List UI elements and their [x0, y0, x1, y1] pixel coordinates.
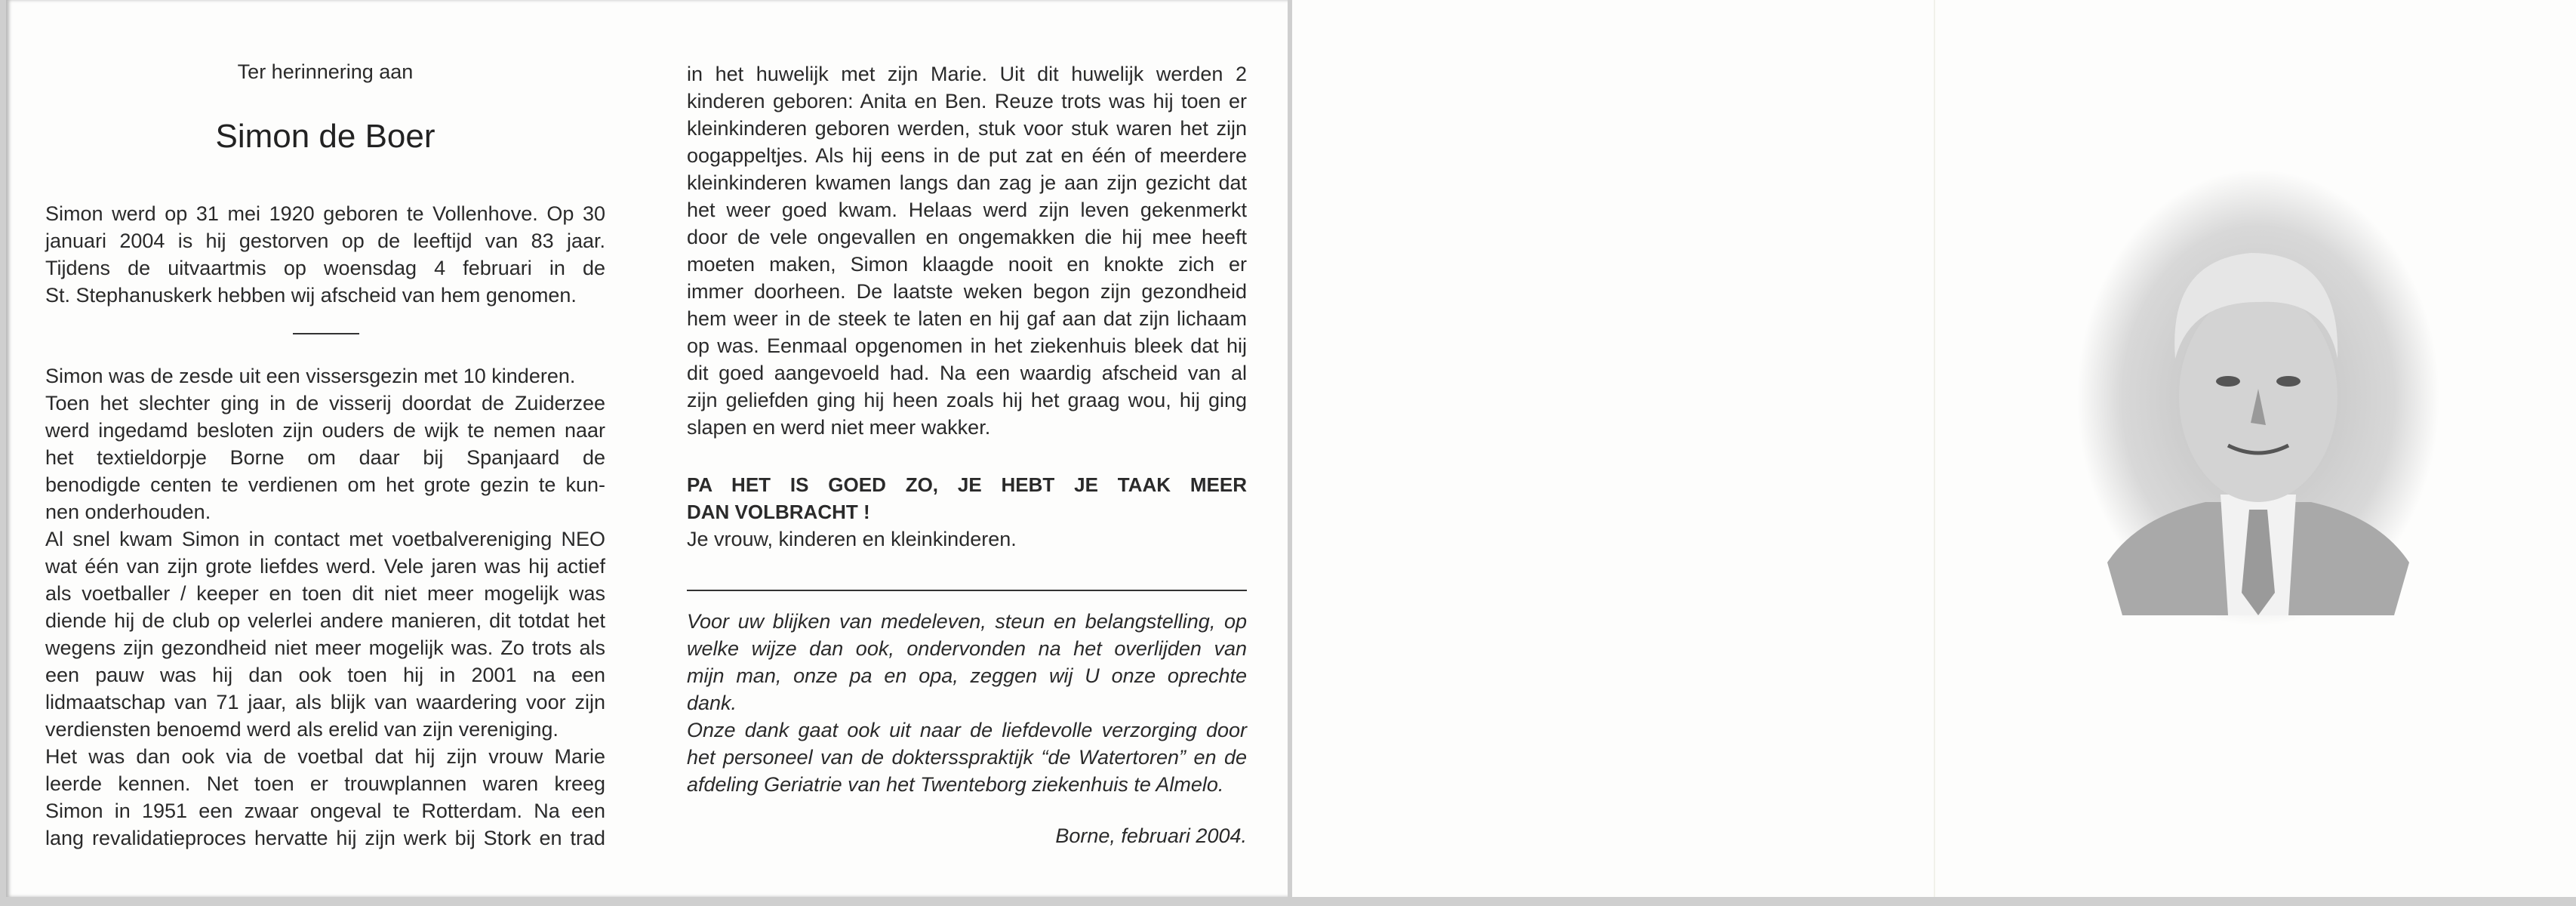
- text-line: slapen en werd niet meer wakker.: [687, 416, 991, 439]
- text-line: Simon werd op 31 mei 1920 geboren te Vollenhove. Op 30: [45, 202, 605, 225]
- text-line: zijn geliefden ging hij heen zoals hij het graag wou, hij ging: [687, 389, 1247, 411]
- text-line: moeten maken, Simon klaagde nooit en knokte zich er: [687, 253, 1247, 276]
- text-line: hem weer in de steek te laten en hij gaf aan dat zijn lichaam: [687, 307, 1247, 330]
- paragraph: [45, 362, 605, 390]
- paragraph: [687, 60, 1247, 441]
- text-line: januari 2004 is hij gestorven op de leeftijd van 83 jaar.: [45, 230, 605, 252]
- text-line: dit goed aangevoeld had. Na een waardig afscheid van al: [687, 362, 1247, 384]
- deceased-name: Simon de Boer: [215, 118, 435, 155]
- eye-left: [2216, 376, 2240, 387]
- motto-line: PA HET IS GOED ZO, JE HEBT JE TAAK MEER: [687, 473, 1247, 496]
- thanks-line: Onze dank gaat ook uit naar de liefdevolle verzorging door: [687, 719, 1247, 741]
- thanks-text: [687, 608, 1247, 798]
- paragraph: [45, 200, 605, 309]
- divider: [293, 333, 359, 334]
- text-line: lidmaatschap van 71 jaar, als blijk van waardering voor zijn: [45, 691, 605, 713]
- text-line: leerde kennen. Net toen er trouwplannen waren kreeg: [45, 772, 605, 795]
- text-line: kleinkinderen kwamen langs dan zag je aan zijn gezicht dat: [687, 171, 1247, 194]
- text-line: op was. Eenmaal opgenomen in het ziekenhuis bleek dat hij: [687, 334, 1247, 357]
- memorial-card-outside: [1292, 0, 2576, 897]
- thanks-line: dank.: [687, 692, 737, 714]
- text-line: Het was dan ook via de voetbal dat hij zijn vrouw Marie: [45, 745, 605, 768]
- text-line: benodigde centen te verdienen om het grote gezin te kun-: [45, 473, 605, 496]
- thanks-line: afdeling Geriatrie van het Twenteborg ziekenhuis te Almelo.: [687, 773, 1224, 796]
- thanks-line: mijn man, onze pa en opa, zeggen wij U onze oprechte: [687, 664, 1247, 687]
- divider-rule: [687, 590, 1247, 591]
- text-line: wegens zijn gezondheid niet meer mogelijk was. Zo trots als: [45, 636, 605, 659]
- signature: Je vrouw, kinderen en kleinkinderen.: [687, 528, 1017, 550]
- text-line: immer doorheen. De laatste weken begon zijn gezondheid: [687, 280, 1247, 303]
- fold-line: [1934, 0, 1935, 897]
- place-date: Borne, februari 2004.: [1055, 824, 1247, 847]
- text-line: het textieldorpje Borne om daar bij Spanjaard de: [45, 446, 605, 469]
- eye-right: [2276, 376, 2301, 387]
- text-line: in het huwelijk met zijn Marie. Uit dit huwelijk werden 2: [687, 63, 1247, 85]
- portrait-photo: [2077, 170, 2439, 627]
- thanks-line: het personeel van de doktersspraktijk “de Watertoren” en de: [687, 746, 1247, 769]
- intro-text: Ter herinnering aan: [237, 60, 414, 83]
- text-line: als voetballer / keeper en toen dit niet meer mogelijk was: [45, 582, 605, 605]
- paragraph: [45, 390, 605, 525]
- text-line: door de vele ongevallen en ongemakken die hij mee heeft: [687, 226, 1247, 248]
- signature-block: [687, 525, 1247, 553]
- text-line: kinderen geboren: Anita en Ben. Reuze trots was hij toen er: [687, 90, 1247, 112]
- text-line: oogappeltjes. Als hij eens in de put zat en één of meerdere: [687, 144, 1247, 167]
- thanks-line: welke wijze dan ook, ondervonden na het overlijden van: [687, 637, 1247, 660]
- text-line: kleinkinderen geboren werden, stuk voor stuk waren het zijn: [687, 117, 1247, 140]
- thanks-paragraph: [687, 716, 1247, 798]
- text-line: werd ingedamd besloten zijn ouders de wijk te nemen naar: [45, 419, 605, 442]
- text-line: diende hij de club op velerlei andere manieren, dit totdat het: [45, 609, 605, 632]
- motto-line: DAN VOLBRACHT !: [687, 501, 870, 523]
- text-line: Al snel kwam Simon in contact met voetbalvereniging NEO: [45, 528, 605, 550]
- text-line: wat één van zijn grote liefdes werd. Vele jaren was hij actief: [45, 555, 605, 578]
- thanks-line: Voor uw blijken van medeleven, steun en belangstelling, op: [687, 610, 1247, 633]
- text-line: een pauw was hij dan ook toen hij in 2001 na een: [45, 664, 605, 686]
- memorial-card-inside: [6, 0, 1288, 897]
- thanks-paragraph: [687, 608, 1247, 716]
- text-line: het weer goed kwam. Helaas werd zijn leven gekenmerkt: [687, 199, 1247, 221]
- text-line: St. Stephanuskerk hebben wij afscheid van hem genomen.: [45, 284, 577, 307]
- text-line: lang revalidatieproces hervatte hij zijn werk bij Stork en trad: [45, 827, 605, 849]
- paragraph: [45, 743, 605, 852]
- text-line: Toen het slechter ging in de visserij doordat de Zuiderzee: [45, 392, 605, 414]
- text-line: verdiensten benoemd werd als erelid van zijn vereniging.: [45, 718, 559, 741]
- text-line: Simon was de zesde uit een vissersgezin met 10 kinderen.: [45, 365, 576, 387]
- text-line: Tijdens de uitvaartmis op woensdag 4 februari in de: [45, 257, 605, 279]
- text-line: Simon in 1951 een zwaar ongeval te Rotterdam. Na een: [45, 800, 605, 822]
- motto: [687, 471, 1247, 525]
- text-line: nen onderhouden.: [45, 501, 211, 523]
- paragraph: [45, 525, 605, 743]
